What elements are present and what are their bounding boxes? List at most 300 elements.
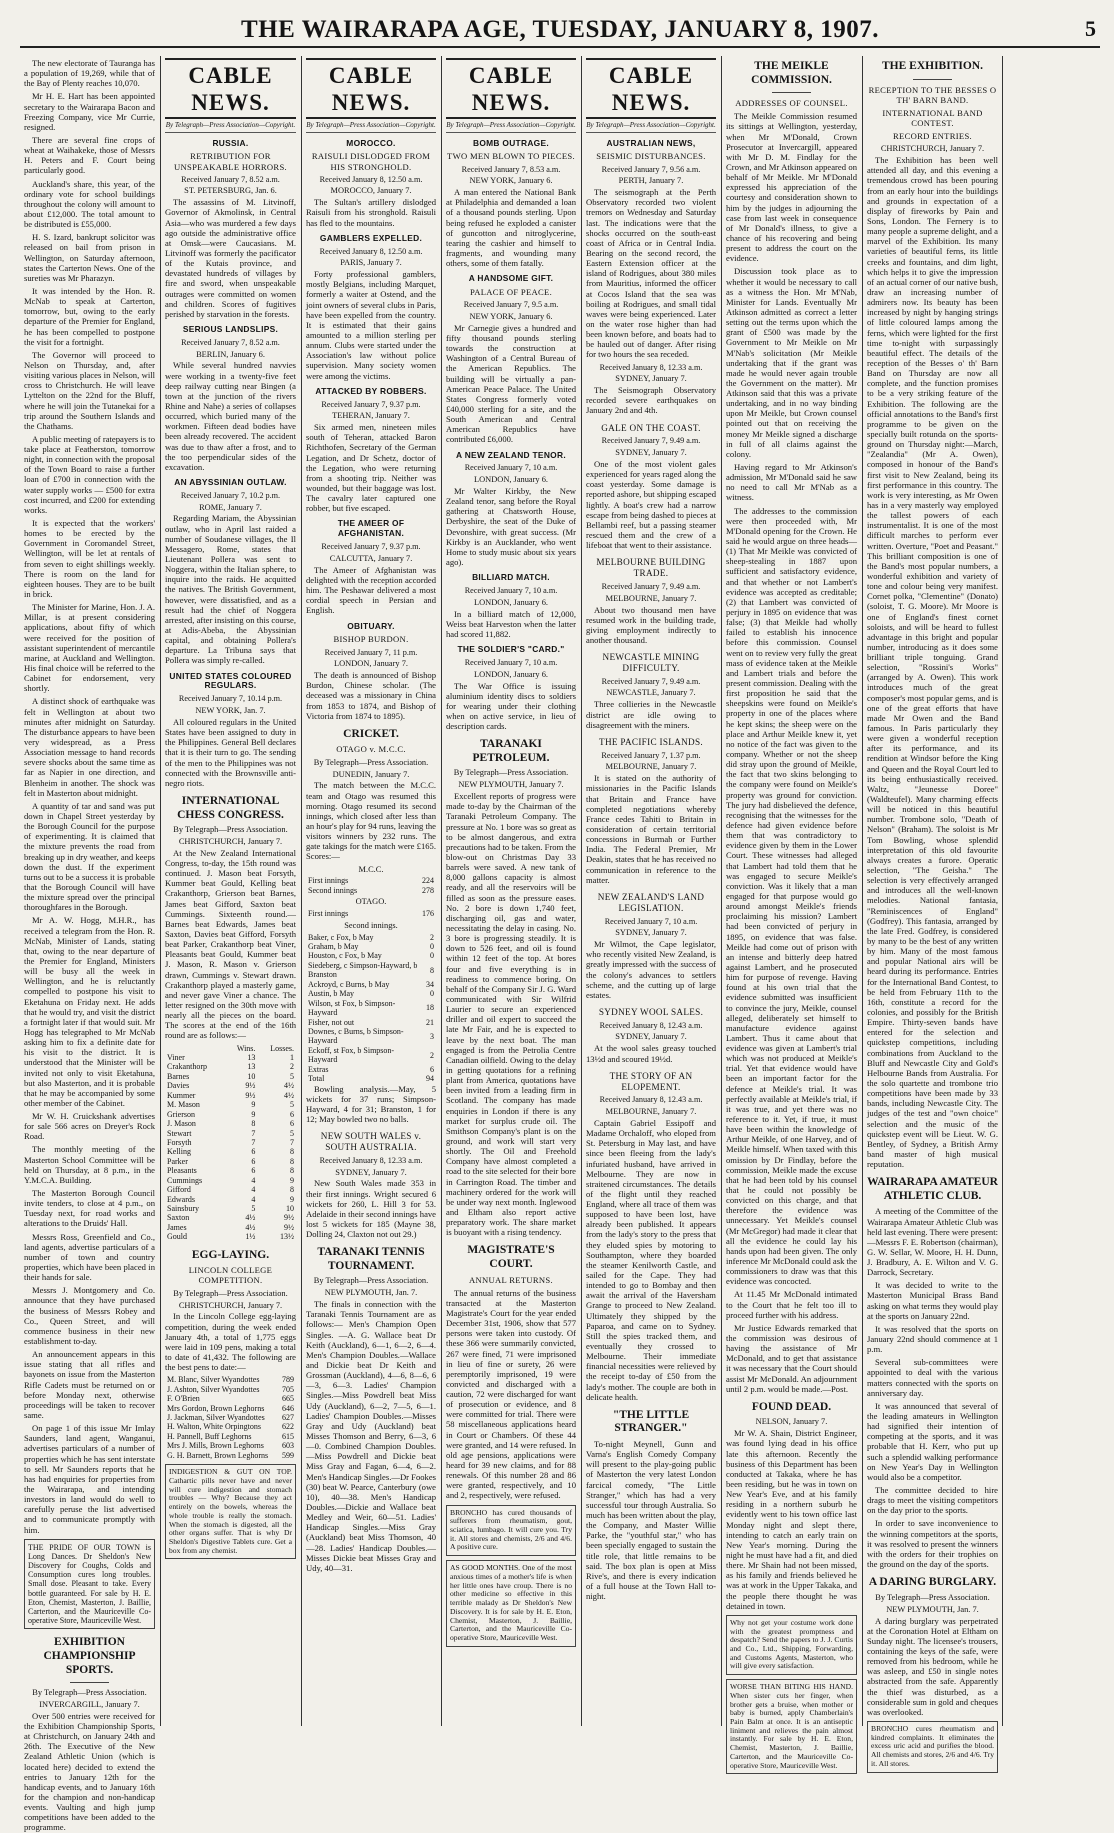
- table-cell: 8: [290, 1156, 294, 1166]
- paragraph: Discussion took place as to whether it would be necessary to call as a witness the Hon. Mr M'Nab, Minister for Lands. Eventually Mr Atkinson admitted as correct a letter setting out the terms upon which the grant of £500 was made by the Government to Mr Meikle on Mr M'Nab's solicitation (Mr Meikle undertaking that if the grant was made he would never again trouble the Government on the matter). Mr Atkinson said that this was a private undertaking, and in no way binding upon Mr Meikle, but Crown counsel pointed out that on receiving the money Mr Meikle signed a discharge in full of all claims against the colony.: [726, 266, 857, 459]
- article-headline: GALE ON THE COAST.: [601, 422, 701, 433]
- table-cell: Kelling: [167, 1147, 191, 1157]
- table-cell: Graham, b May: [308, 942, 359, 951]
- paragraph: A distinct shock of earthquake was felt in Wellington at about two minutes after midnight on Saturday. The disturbance appears to have been very widespread, as a Press Association message to hand records severe shocks about the same time as far as Napier in one direction, and Blenheim in another. The shock was felt in Masterton about midnight.: [24, 696, 155, 798]
- article-subheadline: RECORD ENTRIES.: [893, 131, 972, 142]
- table-cell: Kummer: [167, 1090, 196, 1100]
- dateline: NEW YORK, January 6.: [469, 311, 553, 321]
- dateline: SYDNEY, January 7.: [615, 1032, 687, 1042]
- dateline: TEHERAN, January 7.: [332, 411, 410, 421]
- batting-row: [306, 933, 436, 942]
- paragraph: Having regard to Mr Atkinson's admission, Mr M'Donald said he saw no need to call Mr M'Nab as a witness.: [726, 462, 857, 503]
- dateline: CALCUTTA, January 7.: [329, 553, 413, 563]
- received-time: Received January 7, 11 p.m.: [324, 647, 418, 657]
- table-cell: 627: [282, 1413, 294, 1422]
- table-cell: 1½: [245, 1232, 256, 1242]
- dateline: ROME, January 7.: [199, 502, 262, 512]
- table-cell: Fisher, not out: [308, 1017, 355, 1027]
- article-body: [867, 1206, 998, 1569]
- dateline: MELBOURNE, January 7.: [605, 593, 697, 603]
- table-cell: 4: [251, 1194, 256, 1204]
- table-cell: Gifford: [167, 1185, 191, 1195]
- article-body: Mr Walter Kirkby, the New Zealand tenor, sang before the Royal gathering at Chatsworth House, Derbyshire, the seat of the Duke of Devonshire, with great success. (Mr Kirkby is an Aucklander, who went Home to study music about six years ago).: [446, 486, 576, 568]
- egg-pen-row: [165, 1375, 296, 1384]
- received-time: Received January 7, 9.5 a.m.: [463, 300, 559, 310]
- paragraph: A meeting of the Committee of the Wairarapa Amateur Athletic Club was held last evening. There were present:—Messrs F. E. Robertson (chairman), G. W. Sellar, W. Moore, H. H. Dunn, J. Bradbury, A. E. Wilton and V. G. Darrock, Secretary.: [867, 1206, 998, 1278]
- table-cell: J. Ashton, Silver Wyandottes: [167, 1384, 260, 1394]
- table-cell: 0: [430, 951, 434, 961]
- paragraph: It is expected that the workers' homes to be erected by the Government in Coromandel Street, Wellington, will be let at rentals of from seven to eight shillings weekly. There is room on the land for eighteen houses. They are to be built in brick.: [24, 518, 155, 600]
- table-cell: 21: [426, 1017, 434, 1027]
- table-cell: 8: [290, 1166, 294, 1176]
- paragraph: At 11.45 Mr McDonald intimated to the Court that he felt too ill to proceed further with his address.: [726, 1289, 857, 1320]
- article-headline: A HANDSOME GIFT.: [468, 273, 554, 284]
- table-cell: 4½: [284, 1090, 294, 1100]
- table-cell: 8: [251, 1119, 256, 1129]
- table-cell: J. Mason: [167, 1119, 196, 1129]
- article-body: The match between the M.C.C. team and Otago was resumed this morning. Otago resumed its second innings, which closed after less than an hour's play for 94 runs, leaving the visitors winners by 232 runs. The gate takings for the match were £165. Scores:—: [306, 780, 436, 862]
- batting-row: [306, 1027, 436, 1046]
- article-body: A daring burglary was perpetrated at the Coronation Hotel at Eltham on Sunday night. The licensee's trousers, containing the keys of the safe, were removed from his bedroom, while he was asleep, and £50 in single notes abstracted from the safe. Apparently the thief was disturbed, as a considerable sum in gold and cheques was overlooked.: [867, 1615, 998, 1717]
- table-cell: 10: [247, 1071, 256, 1081]
- paragraph: The Meikle Commission resumed its sittings at Wellington, yesterday, when Mr M'Donald, Crown Prosecutor at Invercargill, appeared with Mr D. M. Findlay for the Crown, and Mr Atkinson appeared on behalf of Mr Meikle. Mr M'Donald expressed his appreciation of the courtesy and consideration shown to him by the judges in adjourning the case from last week in consequence of Mr Donald's illness, to give a chance of his recovering and being present to address the court on the evidence.: [726, 111, 857, 264]
- chess-scores-table: [165, 1044, 296, 1242]
- table-cell: 4: [251, 1185, 256, 1195]
- paragraph: It was decided to write to the Masterton Municipal Brass Band asking on what terms they would play at the sports on January 22nd.: [867, 1280, 998, 1321]
- chess-score-row: [165, 1195, 296, 1204]
- column-1: [24, 58, 156, 1833]
- column-rule: [581, 56, 582, 1726]
- egg-pen-row: [165, 1441, 296, 1450]
- dateline: LONDON, January 6.: [474, 597, 548, 607]
- article-headline: GAMBLERS EXPELLED.: [319, 232, 423, 243]
- table-cell: Houston, c Fox, b May: [308, 951, 382, 961]
- table-cell: Eckoff, st Fox, b Simpson-Hayward: [308, 1045, 395, 1065]
- article-body: In a billiard match of 12,000, Weiss beat Harveston when the latter had scored 11,882.: [446, 608, 576, 639]
- table-cell: J. Jackman, Silver Wyandottes: [167, 1413, 265, 1422]
- innings-row: [306, 876, 436, 885]
- dateline: CHRISTCHURCH, January 7.: [178, 1300, 283, 1310]
- table-cell: Crakanthorp: [167, 1062, 207, 1072]
- column-rule: [441, 56, 442, 1726]
- received-time: Received January 7, 8.52 a.m.: [181, 337, 280, 347]
- batting-row: [306, 961, 436, 980]
- table-cell: 5: [251, 1204, 256, 1213]
- column-rule: [862, 56, 863, 1726]
- received-time: Received January 7, 10.14 p.m.: [178, 694, 283, 704]
- section-banner: CABLE NEWS.: [586, 58, 716, 119]
- table-cell: Mrs J. Mills, Brown Leghorns: [167, 1441, 264, 1451]
- dateline: SYDNEY, January 7.: [615, 928, 687, 938]
- innings-row: [306, 909, 436, 918]
- paragraph: Mr W. H. Cruickshank advertises for sale 566 acres on Dreyer's Rock Road.: [24, 1111, 155, 1142]
- article-body: [867, 155, 998, 1169]
- article-subheadline: ADDRESSES OF COUNSEL.: [735, 98, 848, 109]
- article-headline: TARANAKI TENNIS TOURNAMENT.: [317, 1246, 425, 1272]
- article-headline: NEW SOUTH WALES v. SOUTH AUSTRALIA.: [320, 1131, 422, 1152]
- dateline: NEW YORK, January 6.: [469, 176, 553, 186]
- chess-score-row: [165, 1157, 296, 1166]
- article-body: Six armed men, nineteen miles south of Teheran, attacked Baron Richthofen, Secretary of the German Legation, and Dr Schetz, doctor of the Legation, who were returning from a shooting trip. Neither was wounded, but their baggage was lost. The cavalry later captured one robber, but five escaped.: [306, 422, 436, 514]
- table-cell: 176: [422, 909, 434, 919]
- article-body: The seismograph at the Perth Observatory recorded two violent tremors on Wednesday and Saturday last. The indications were that the shocks occurred on the south-east coast of Africa or in Central India. Bearing on the second record, the Eastern Extension officer at the island of Rodrigues, about 380 miles from Mauritius, informed the officer at Cocos Island that the sea was boiling at Rodrigues, and small tidal waves were being experienced. Later on the water rose higher than had been known before, and boats had to be hauled out of danger. After rising for two hours the sea receded.: [586, 187, 716, 360]
- paragraph: On page 1 of this issue Mr Imlay Saunders, land agent, Wanganui, advertises particulars of a number of properties which he has sent interstate to sell. Mr Saunders reports that he has had enquiries for properties from the Wairarapa, and intending investors in land would do well to carefully peruse the list advertised and to communicate promptly with him.: [24, 1423, 156, 1535]
- table-cell: Wilson, st Fox, b Simpson-Hayward: [308, 998, 396, 1018]
- chess-score-row: [165, 1119, 296, 1128]
- article-body: [726, 111, 857, 1394]
- paragraph: There are several fine crops of wheat at Waihakeke, those of Messrs H. Peters and F. Court being particularly good.: [24, 134, 155, 176]
- table-cell: 9: [290, 1194, 294, 1204]
- table-cell: 7: [290, 1137, 294, 1147]
- table-cell: Stewart: [167, 1128, 192, 1138]
- table-cell: 5: [290, 1128, 294, 1138]
- received-time: Received January 7, 9.49 a.m.: [601, 436, 701, 446]
- received-time: Received January 8, 12.43 a.m.: [599, 1020, 703, 1030]
- article-subheadline: LINCOLN COLLEGE COMPETITION.: [188, 1265, 273, 1286]
- column-4: [446, 58, 576, 1726]
- paragraph: The monthly meeting of the Masterton School Committee will be held on Thursday, at 8 p.m., in the Y.M.C.A. Building.: [24, 1144, 155, 1185]
- received-time: Received January 7, 10 a.m.: [464, 657, 558, 667]
- byline: By Telegraph—Press Association—Copyright.: [446, 121, 576, 132]
- table-cell: Siedeberg, c Simpson-Hayward, b Branston: [308, 960, 418, 980]
- chess-score-row: [165, 1081, 296, 1090]
- table-cell: 2: [290, 1062, 294, 1072]
- dateline: SYDNEY, January 7.: [615, 448, 687, 458]
- table-cell: 6: [430, 1064, 434, 1074]
- table-cell: Cummings: [167, 1175, 203, 1185]
- table-cell: 615: [282, 1431, 294, 1441]
- batting-row: [306, 999, 436, 1018]
- table-cell: 9½: [284, 1222, 294, 1232]
- received-time: Received January 7, 10 a.m.: [464, 463, 558, 473]
- table-cell: 34: [426, 979, 434, 989]
- dateline: CHRISTCHURCH, January 7.: [178, 836, 283, 846]
- egg-laying-table: [165, 1375, 296, 1460]
- article-subheadline: OTAGO v. M.C.C.: [336, 744, 406, 755]
- article-subheadline: ANNUAL RETURNS.: [469, 1274, 553, 1285]
- chess-score-row: [165, 1110, 296, 1119]
- dateline: INVERCARGILL, January 7.: [39, 1699, 140, 1709]
- article-body: The annual returns of the business transacted at the Masterton Magistrate's Court for the year ended December 31st, 1906, show that 577 persons were taken into custody. Of these 366 were summarily convicted, 267 were fined, 71 were imprisoned in lieu of fine or surety, 26 were peremptorily imprisoned, 19 were convicted and discharged with a caution, 72 were discharged for want of prosecution or evidence, and 8 were committed for trial. There were 58 miscellaneous applications heard in Court or Chambers. Of these 44 were granted, and 14 were refused. In old age pensions, applications were heard for 39 new claims, and for 88 renewals. Of this number 28 and 86 were granted, respectively, and 10 and 2, respectively, were refused.: [446, 1287, 576, 1501]
- advertisement: INDIGESTION & GUT ON TOP. Cathartic pills never have and never will cure indigestion and stomach troubles — Why? Because they act entirely on the bowels, whereas the whole trouble is really the stomach. When the stomach is digested, all the other organs suffer. That is why Dr Sheldon's Digestive Tablets cure. Get a box from any chemist.: [165, 1464, 296, 1559]
- column-header: Wins.: [236, 1043, 256, 1053]
- chess-score-row: [165, 1091, 296, 1100]
- dateline: LONDON, January 7.: [334, 659, 408, 669]
- article-subheadline: BISHOP BURDON.: [333, 634, 409, 645]
- article-headline: NEW ZEALAND'S LAND LEGISLATION.: [597, 891, 705, 913]
- article-body: Mr Carnegie gives a hundred and fifty thousand pounds sterling towards the construction at Washington of a Central Bureau of the American Republics. The building will be virtually a pan-American Peace Palace. The United States Congress formerly voted £40,000 sterling for a site, and the South American and Central American Republics have contributed £6,000.: [446, 322, 576, 445]
- paragraph: H. S. Izard, bankrupt solicitor was released on bail from prison in Wellington, on Saturday afternoon, states the Carterton News. One of the sureties was Mr Pharazyn.: [24, 232, 155, 283]
- paragraph: The committee decided to hire drags to meet the visiting competitors on the day prior to the sports.: [867, 1485, 998, 1516]
- article-body: Over 500 entries were received for the Exhibition Championship Sports, at Christchurch, on January 24th and 26th. The Executive of the New Zealand Athletic Union (which is located here) decided to extend the entries to January 12th for the handicap events, and to January 16th for the champion and non-handicap events. Vaulting and high jump competitions have been added to the programme.: [24, 1710, 155, 1833]
- article-subheadline: SEISMIC DISTURBANCES.: [596, 151, 706, 162]
- egg-pen-row: [165, 1394, 296, 1403]
- dateline: NEW PLYMOUTH, Jan. 7.: [324, 1288, 418, 1298]
- table-cell: 5: [290, 1071, 294, 1081]
- table-cell: 6: [290, 1109, 294, 1119]
- egg-pen-row: [165, 1385, 296, 1394]
- table-cell: 0: [430, 989, 434, 999]
- byline: By Telegraph—Press Association.: [32, 1688, 147, 1698]
- table-cell: Ackroyd, c Burns, b May: [308, 979, 390, 989]
- paragraph: Messrs Ross, Greenfield and Co., land agents, advertise particulars of a number of town and country properties, which have been placed in their hands for sale.: [24, 1231, 155, 1283]
- article-body: The War Office is issuing aluminium identity discs to soldiers for wearing under their clothing when on active service, in lieu of description cards.: [446, 680, 576, 732]
- article-body: Mr Wilmot, the Cape legislator, who recently visited New Zealand, is greatly impressed with the success of the colony's advances to settlers scheme, and the cutting up of large estates.: [586, 939, 716, 1000]
- table-cell: 599: [282, 1450, 294, 1460]
- chess-score-row: [165, 1213, 296, 1222]
- paragraph: Auckland's share, this year, of the ordinary vote for school buildings throughout the colony will amount to about £12,000. The total amount to be distributed is £55,000.: [24, 178, 155, 230]
- table-cell: 6: [251, 1147, 256, 1157]
- table-cell: Second innings: [308, 885, 358, 895]
- total-value: 94: [426, 1074, 434, 1084]
- masthead-title: THE WAIRARAPA AGE, TUESDAY, JANUARY 8, 1907.: [241, 16, 879, 43]
- dateline: NEW PLYMOUTH, January 7.: [458, 780, 564, 790]
- advertisement: BRONCHO has cured thousands of sufferers from rheumatism, gout, sciatica, lumbago. It will cure you. Try it. All stores and chemists, 2/6 and 4/6. A positive cure.: [446, 1505, 576, 1557]
- table-cell: 6: [290, 1119, 294, 1129]
- article-body: All coloured regulars in the United States have been assigned to duty in the Philippines. General Bell declares that it is their turn to go. The sending of the men to the Philippines was not connected with the Brownsville anti-negro riots.: [165, 716, 296, 788]
- article-body: Forty professional gamblers, mostly Belgians, including Marquet, formerly a waiter at Ostend, and the joint owners of several clubs in Paris, have been expelled from the country. It is estimated that their gains amounted to a million sterling per annum. Clubs were started under the Association's law without police supervision. Many society women were among the victims.: [306, 269, 436, 381]
- egg-pen-row: [165, 1451, 296, 1460]
- table-cell: 665: [282, 1394, 294, 1404]
- advertisement: THE PRIDE OF OUR TOWN is Long Dances. Dr Sheldon's New Discovery for Coughs, Colds and Consumption cures long troubles. Small dose. Pleasant to take. Every bottle guaranteed. For sale by H. E. Eton, Chemist, Masterton, J. Baillie, Carterton, and the Mauriceville Co-operative Store, Mauriceville West.: [24, 1539, 155, 1630]
- team-heading: OTAGO.: [355, 897, 387, 907]
- article-headline: MELBOURNE BUILDING TRADE.: [596, 557, 706, 579]
- column-5: [586, 58, 716, 1726]
- article-headline: A NEW ZEALAND TENOR.: [456, 449, 566, 460]
- table-cell: 2: [430, 932, 434, 942]
- article-body: The Seismograph Observatory recorded severe earthquakes on January 2nd and 4th.: [586, 385, 716, 416]
- article-headline: UNITED STATES COLOURED REGULARS.: [169, 670, 292, 691]
- paragraph: Messrs J. Montgomery and Co. announce that they have purchased the business of Messrs Robey and Co., Queen Street, and will commence business in their new establishment to-day.: [24, 1285, 155, 1347]
- article-body: A man entered the National Bank at Philadelphia and demanded a loan of a thousand pounds sterling. Upon being refused he exploded a canister of guncotton and nitroglycerine, tearing the cashier and himself to fragments, and wounding many others, some of them fatally.: [446, 187, 576, 269]
- table-cell: 9: [251, 1100, 256, 1110]
- received-time: Received January 7, 1.37 p.m.: [601, 750, 701, 760]
- table-cell: Downes, c Burns, b Simpson-Hayward: [308, 1026, 404, 1046]
- article-headline: BILLIARD MATCH.: [472, 572, 550, 583]
- column-header: Losses.: [270, 1043, 294, 1053]
- article-body: At the wool sales greasy touched 13½d and scoured 19½d.: [586, 1043, 716, 1064]
- table-cell: 9½: [284, 1213, 294, 1223]
- table-cell: 4½: [284, 1081, 294, 1091]
- table-cell: Edwards: [167, 1194, 195, 1204]
- article-body: The Sultan's artillery dislodged Raisuli from his stronghold. Raisuli has fled to the mountains.: [306, 197, 436, 228]
- table-cell: 622: [282, 1422, 294, 1432]
- advertisement: AS GOOD MONTHS. One of the most anxious times of a mother's life is when her little ones have croup. There is no other medicine so effective in this terrible malady as Dr Sheldon's New Discovery. It is for sale by H. E. Eton, Chemist, Masterton, J. Baillie, Carterton, and the Mauriceville Co-operative Store, Mauriceville West.: [446, 1560, 576, 1646]
- egg-pen-row: [165, 1422, 296, 1431]
- batting-row: [306, 980, 436, 989]
- received-time: Received January 7, 8.53 a.m.: [461, 164, 561, 174]
- section-banner: CABLE NEWS.: [446, 58, 576, 119]
- article-headline: RUSSIA.: [212, 137, 249, 148]
- article-body: Excellent reports of progress were made to-day by the Chairman of the Taranaki Petroleum Company. The pressure at No. 1 bore was so great as to be almost dangerous, and extra precautions had to be taken. From the blow-out on Christmas Day 33 barrels were saved. A new tank of 8,000 gallons capacity is almost ready, and all the reservoirs will be filled as soon as the pressure eases. No. 2 bore is down 1,740 feet, discharging oil, gas and water, necessitating the delay in casing. No. 3 bore is progressing steadily. It is down to 526 feet, and oil is found within 12 feet of the top. At bores four and five everything is in readiness to commence boring. On behalf of the Company Sir J. G. Ward communicated with Sir Wilfrid Laurier to secure an experienced driller and oil expert to succeed the late Mr Fair, and he is expected to leave by the next boat. The man engaged is from the Petrolia Centre Canadian oilfield. Owing to the delay in getting quotations for a refining plant from America, quotations have been invited from a leading firm in Scotland. The company has made enquiries in London if there is any market for surplus crude oil. The Smithson Company's plant is on the ground, and work will start very shortly. The Oil and Freehold Company have almost completed a road to the site selected for their bore in Carrington Road. The timber and machinery ordered for the work will be under way next month. Inglewood and Eltham also report active preparatory work. The share market is buoyant with a rising tendency.: [446, 791, 576, 1238]
- dateline: MELBOURNE, January 7.: [605, 762, 697, 772]
- dateline: BERLIN, January 6.: [196, 349, 265, 359]
- table-cell: 8: [290, 1147, 294, 1157]
- column-rule: [160, 56, 161, 1726]
- received-time: Received January 7, 10 a.m.: [464, 586, 558, 596]
- table-cell: 18: [426, 1003, 434, 1013]
- divider: [70, 1682, 109, 1683]
- paragraph: A quantity of tar and sand was put down in Chapel Street yesterday by the Borough Council for the purpose of experimenting. It is claimed that the mixture prevents the road from breaking up in dry weather, and keeps down the dust. If the experiment turns out to be a success it is probable that the Borough Council will have the mixture spread over the principal thoroughfares in the Borough.: [24, 800, 155, 913]
- divider: [913, 79, 952, 80]
- article-body: While several hundred navvies were working in a twenty-five feet deep railway cutting near Bingen (a town at the junction of the rivers Rhine and Nahe) a series of collapses occurred, which buried many of the workmen. Fifteen dead bodies have been already recovered. The accident was due to thaw after a frost, and to the too perpendicular sides of the excavation.: [165, 360, 296, 472]
- received-time: Received January 7, 9.37 p.m.: [321, 399, 421, 409]
- chess-score-row: [165, 1176, 296, 1185]
- dateline: CHRISTCHURCH, January 7.: [880, 144, 985, 154]
- article-headline: EXHIBITION CHAMPIONSHIP SPORTS.: [43, 1636, 136, 1676]
- innings-heading: Second innings.: [344, 920, 398, 930]
- article-body: In the Lincoln College egg-laying competition, during the week ended January 4th, a total of 1,775 eggs were laid in 109 pens, making a total to date of 41,432. The following are the best pens to date:—: [165, 1311, 296, 1373]
- byline: By Telegraph—Press Association.: [453, 768, 569, 778]
- advertisement: WORSE THAN BITING HIS HAND. When sister cuts her finger, when brother gets a bruise, when mother or baby is burned, apply Chamberlain's Pain Balm at once. It is an antiseptic liniment and relieves the pain almost instantly. For sale by H. E. Eton, Chemist, Masterton, J. Baillie, Carterton, and the Mauriceville Co-operative Store, Mauriceville West.: [726, 1679, 857, 1774]
- table-cell: Baker, c Fox, b May: [308, 932, 374, 942]
- article-headline: INTERNATIONAL CHESS CONGRESS.: [177, 794, 284, 821]
- dateline: PARIS, January 7.: [340, 258, 402, 268]
- article-headline: BOMB OUTRAGE.: [472, 137, 549, 148]
- article-headline: SERIOUS LANDSLIPS.: [182, 323, 279, 334]
- section-banner: CABLE NEWS.: [165, 58, 296, 119]
- column-rule: [301, 56, 302, 1726]
- table-cell: 13½: [280, 1232, 294, 1242]
- dateline: MELBOURNE, January 7.: [605, 1107, 697, 1117]
- cricket-mcc-table: [306, 876, 436, 895]
- cricket-otago-table: [306, 909, 436, 918]
- article-headline: THE AMEER OF AFGHANISTAN.: [337, 518, 405, 539]
- article-headline: MOROCCO.: [346, 137, 396, 148]
- table-cell: M. Blanc, Silver Wyandottes: [167, 1375, 260, 1385]
- chess-score-row: [165, 1232, 296, 1241]
- article-headline: THE EXHIBITION.: [882, 60, 983, 72]
- divider: [772, 92, 811, 93]
- table-cell: 224: [422, 876, 434, 886]
- byline: By Telegraph—Press Association—Copyright.: [165, 121, 296, 132]
- table-cell: 0: [430, 942, 434, 951]
- dateline: NEWCASTLE, January 7.: [606, 688, 696, 698]
- received-time: Received January 7, 10.2 p.m.: [180, 490, 281, 500]
- batting-row: [306, 951, 436, 960]
- chess-score-row: [165, 1138, 296, 1147]
- total-label: Total: [308, 1074, 325, 1084]
- table-cell: 9½: [245, 1081, 256, 1091]
- article-body: Three collieries in the Newcastle district are idle owing to disagreement with the miners.: [586, 699, 716, 730]
- paragraph: Mr Justice Edwards remarked that the commission was desirous of having the assistance of Mr McDonald, and to get that assistance it was necessary that the Court should assist Mr McDonald. An adjournment until 2 p.m. would be made.—Post.: [726, 1322, 857, 1394]
- table-cell: 7: [251, 1137, 256, 1147]
- article-headline: CRICKET.: [343, 727, 399, 740]
- table-cell: James: [167, 1222, 187, 1232]
- article-headline: MAGISTRATE'S COURT.: [467, 1244, 555, 1270]
- table-cell: M. Mason: [167, 1100, 200, 1110]
- article-headline: AUSTRALIAN NEWS,: [606, 137, 696, 148]
- table-cell: 5: [290, 1100, 294, 1110]
- received-time: Received January 7, 10 a.m.: [604, 916, 698, 926]
- article-headline: THE STORY OF AN ELOPEMENT.: [609, 1070, 693, 1092]
- egg-pen-row: [165, 1413, 296, 1422]
- paragraph: The Masterton Borough Council invite tenders, to close at 4 p.m., on Tuesday next, for road works and alterations to the Druids' Hall.: [24, 1188, 155, 1229]
- received-time: Received January 8, 12.43 a.m.: [599, 1095, 703, 1105]
- article-headline: AN ABYSSINIAN OUTLAW.: [174, 476, 287, 487]
- table-cell: Extras: [308, 1064, 329, 1074]
- table-cell: 2: [430, 1050, 434, 1060]
- article-headline: OBITUARY.: [347, 620, 395, 631]
- innings-row: [306, 886, 436, 895]
- received-time: Received January 8, 12.50 a.m.: [319, 174, 423, 184]
- egg-pen-row: [165, 1432, 296, 1441]
- table-cell: Davies: [167, 1081, 190, 1091]
- article-subheadline: INTERNATIONAL BAND CONTEST.: [882, 107, 983, 128]
- table-cell: 9: [251, 1109, 256, 1119]
- paragraph: In order to save inconvenience to the winning competitors at the sports, it was resolved to present the winners with the orders for their trophies on the ground on the day of the sports.: [867, 1518, 998, 1569]
- article-body: At the New Zealand International Congress, to-day, the 15th round was continued. J. Mason beat Forsyth, Kummer beat Gould, Kelling beat Crakanthorp, Grierson beat Barnes, James beat Gifford, Saxton beat Cummings. Sixteenth round.—Barnes beat Edwards, James beat Saxton, Davies beat Gifford, Forsyth beat Parker, Crakanthorp beat Viner, Pleasants beat Gould, Kummer beat J. Mason, R. Mason v. Grierson drawn, Cummings v. Stewart drawn. Crakanthorp played a masterly game, and never gave Viner a chance. The letter resigned on the 30th move with nearly all the pieces on the board. The scores at the end of the 16th round are as follows:—: [165, 847, 296, 1041]
- chess-score-row: [165, 1100, 296, 1109]
- chess-score-row: [165, 1062, 296, 1071]
- article-headline: THE SOLDIER'S "CARD.": [457, 644, 565, 655]
- advertisement: Why not get your costume work done with the greatest promptness and despatch? Send the papers to J. J. Curtis and Co., Ltd., Shipping, Forwarding, and Customs Agents, Masterton, who will give every satisfaction.: [726, 1615, 857, 1675]
- column-rule: [721, 56, 722, 1726]
- table-cell: 7: [251, 1128, 256, 1138]
- table-cell: 9: [290, 1175, 294, 1185]
- article-body: Mr W. A. Shain, District Engineer, was found lying dead in his office late this afternoon. Recently the business of this Department has been conducted at Takaka, where he has been residing, but he was in town on New Year's Eve, and at his family residing in a northern suburb he evidently went to his town office last Monday night and slept there, intending to catch an early train on New Year's morning. During the night he must have had a fit, and died there. Mr Shain had not been missed, as his family and friends believed he was at work in the Upper Takaka, and the people there thought he was detained in town.: [726, 1428, 857, 1611]
- chess-score-row: [165, 1223, 296, 1232]
- table-cell: Parker: [167, 1156, 188, 1166]
- paragraph: A public meeting of ratepayers is to take place at Featherston, tomorrow night, in connection with the proposal of the Town Board to raise a further loan of £700 in connection with the water supply works — £500 for extra cost incurred, and £200 for extending works.: [24, 433, 155, 515]
- chess-score-row: [165, 1053, 296, 1062]
- received-time: Received January 8, 12.33 a.m.: [319, 1155, 423, 1165]
- table-cell: 4½: [245, 1222, 256, 1232]
- paragraph: The Exhibition has been well attended all day, and this evening a tremendous crowd has been pouring from an early hour into the buildings and grounds in expectation of a display of fireworks by Pain and Sons, London. The Fernery is to many people a supreme delight, and a marvel of the Exhibition. Its many varieties of beautiful ferns, its little creeks and fountains, and dim light, which helps it to give the impression of an actual corner of our native bush, draw an increasing number of admirers now. Its beauty has been increased by night by hanging strings of little coloured lamps among the ferns, which were lighted for the first time to-night with surpassingly beautiful effect. The details of the reception of the Besses o' th' Barn Band on Thursday are now all complete, and the function promises to be a very striking feature of the Exhibition. The following are the official annotations to the Band's first programme to be given on the specially built rotunda on the sports-ground on Thursday night:—March, "Zealandia" (Mr A. Owen), composed in honour of the Band's first visit to New Zealand, being its first performance in this country. The work is very interesting, as Mr Owen has in a very masterly way employed the tallest powers of each instrumentalist. It is one of the most difficult marches to perform ever written. Overture, "Poet and Peasant." This brilliant composition is one of the Band's most popular numbers, a wonderful exhibition and variety of tone and colour being very manifest. Cornet polka, "Clementine" (Donato) (soloist, T. G. Moore). Mr Moore is one of England's finest cornet soloists, and will be heard to fullest advantage in this bright and popular number, introducing as it does some brilliant triple tonguing. Grand selection, "Rossini's Works" (arranged by A. Owen). This work introduces much of the great composer's most popular gems, and is one of the great efforts that have made Mr Owen and the Band famous. In Paris particularly they were given a wonderful reception after its performance, and its rendition at Windsor before the King and Queen and the Royal Court led to its being enthusiastically received. Waltz, "Jeunesse Doree" (Waldteufel). Many charming effects will be noticed in this beautiful number. Trombone solo, "Death of Nelson" (Braham). The soloist is Mr Tom Bowling, whose splendid interpretation of this old favourite always creates a furore. Operatic selection, "The Geisha." The selection is very effectively arranged and introduces all the well-known melodies. National fantasia, "Reminiscences of England" (Godfrey). This fantasia, arranged by the late Fred. Godfrey, is considered by many to be the best of any written by him. Many of the most famous and popular National airs will be heard during its performance. Entries for the International Band Contest, to be held from February 11th to the 16th, constitute a record for the colonies, and possibly for the British Empire. Thirty-seven bands have entered for the selection and quickstep competitions, including combinations from Auckland to the Bluff and Newcastle City and Gold's Helbourne Bands from Australia. For the solo quartette and trombone trio competitions have been made by 33 bands, including Newcastle City. The judges of the test and "own choice" selection and the music of the quickstep event will be Lieut. W. G. Bentley, of Sydney, a British Army band master of high musical reputation.: [867, 155, 998, 1170]
- article-headline: A DARING BURGLARY.: [868, 1576, 997, 1589]
- article-body: It is stated on the authority of missionaries in the Pacific Islands that Britain and France have completed negotiations whereby France cedes Tahiti to Britain in consideration of certain territorial concessions in Burmah or Further India. The Federal Premier, Mr Deakin, states that he has received no communication in reference to the matter.: [586, 773, 716, 885]
- article-headline: THE PACIFIC ISLANDS.: [599, 736, 703, 747]
- table-cell: 13: [247, 1062, 256, 1072]
- chess-score-row: [165, 1204, 296, 1213]
- table-cell: G. H. Barnett, Brown Leghorns: [167, 1450, 269, 1460]
- table-cell: H. Pannell, Buff Leghorns: [167, 1431, 252, 1441]
- batting-row: [306, 989, 436, 998]
- dateline: PERTH, January 7.: [618, 176, 684, 186]
- dateline: LONDON, January 6.: [474, 669, 548, 679]
- article-body: The assassins of M. Litvinoff, Governor of Akmolinsk, in Central Asia—who was murdered a few days ago outside the administrative office at Omsk—were Caucasians. M. Litvinoff was formerly the pacificator of the Kutais province, and devastated hundreds of villages by fire and sword, when unspeakable outrages were committed on women and children. Scores of fugitives perished by starvation in the forests.: [165, 197, 296, 319]
- table-cell: Gould: [167, 1232, 187, 1242]
- received-time: Received January 7, 9.49 a.m.: [601, 581, 701, 591]
- received-time: Received January 8, 12.50 a.m.: [319, 246, 423, 256]
- table-cell: 646: [282, 1403, 294, 1413]
- cricket-batting-table: [306, 933, 436, 1075]
- table-cell: Pleasants: [167, 1166, 197, 1176]
- table-cell: Viner: [167, 1053, 185, 1062]
- article-body: The finals in connection with the Taranaki Tennis Tournament are as follows:— Men's Champion Open Singles. —A. G. Wallace beat Dr Keith (Auckland), 6—1, 6—2, 6—4. Men's Champion Doubles.—Wallace and Dickie beat Dr Keith and Grossman (Auckland), 4—6, 8—6, 6—3, 6—3. Ladies' Champion Singles.—Miss Powdrell beat Miss Udy (Auckland), 6—2, 7—5, 6—1. Ladies' Champion Doubles.—Misses Gray and Udy (Auckland) beat Misses Thomson and Berry, 6—3, 6—0. Combined Champion Doubles.—Miss Powdrell and Dickie beat Miss Gray and Fagan, 6—4, 6—2. Men's Handicap Singles.—Dr Fookes (30) beat W. Pearce, Canterbury (owe 10), 40—38. Men's Handicap Doubles.—Dickie and Wallace beat Medley and Weir, 60—51. Ladies' Handicap Singles.—Miss Gray (Auckland) beat Miss Thomson, 40—28. Ladies' Handicap Doubles.—Misses Dickie beat Misses Gray and Udy, 40—31.: [306, 1299, 436, 1573]
- table-cell: 278: [422, 885, 434, 895]
- advertisement: BRONCHO cures rheumatism and kindred complaints. It eliminates the excess uric acid and purifies the blood. All chemists and stores, 2/6 and 4/6. Try it. All stores.: [867, 1721, 998, 1773]
- table-cell: 3: [430, 1031, 434, 1041]
- dateline: ST. PETERSBURG, Jan. 6.: [184, 186, 277, 196]
- table-cell: First innings: [308, 909, 349, 919]
- received-time: Received January 7, 9.49 a.m.: [601, 676, 701, 686]
- cricket-total-row: [306, 1074, 436, 1083]
- table-cell: Forsyth: [167, 1137, 192, 1147]
- table-cell: 789: [282, 1375, 294, 1385]
- team-heading: M.C.C.: [358, 864, 384, 874]
- batting-row: [306, 1046, 436, 1065]
- paragraph: The new electorate of Tauranga has a population of 19,269, while that of the Bay of Plenty reaches 10,070.: [24, 58, 155, 89]
- article-body: The Ameer of Afghanistan was delighted with the reception accorded him. The Peshawar delivered a most cordial speech in Persian and English.: [306, 564, 436, 616]
- article-headline: SYDNEY WOOL SALES.: [598, 1006, 704, 1017]
- paragraph: An announcement appears in this issue stating that all rifles and bayonets on issue from the Masterton Rifle Cadets must be returned on or before Monday next, otherwise proceedings will be taken to recover same.: [24, 1349, 155, 1420]
- table-cell: 603: [282, 1441, 294, 1451]
- batting-row: [306, 1065, 436, 1074]
- article-subheadline: RECEPTION TO THE BESSES O TH' BARN BAND.: [868, 84, 997, 105]
- article-subheadline: TWO MEN BLOWN TO PIECES.: [447, 151, 575, 162]
- received-time: Received January 7, 8.52 a.m.: [181, 174, 280, 184]
